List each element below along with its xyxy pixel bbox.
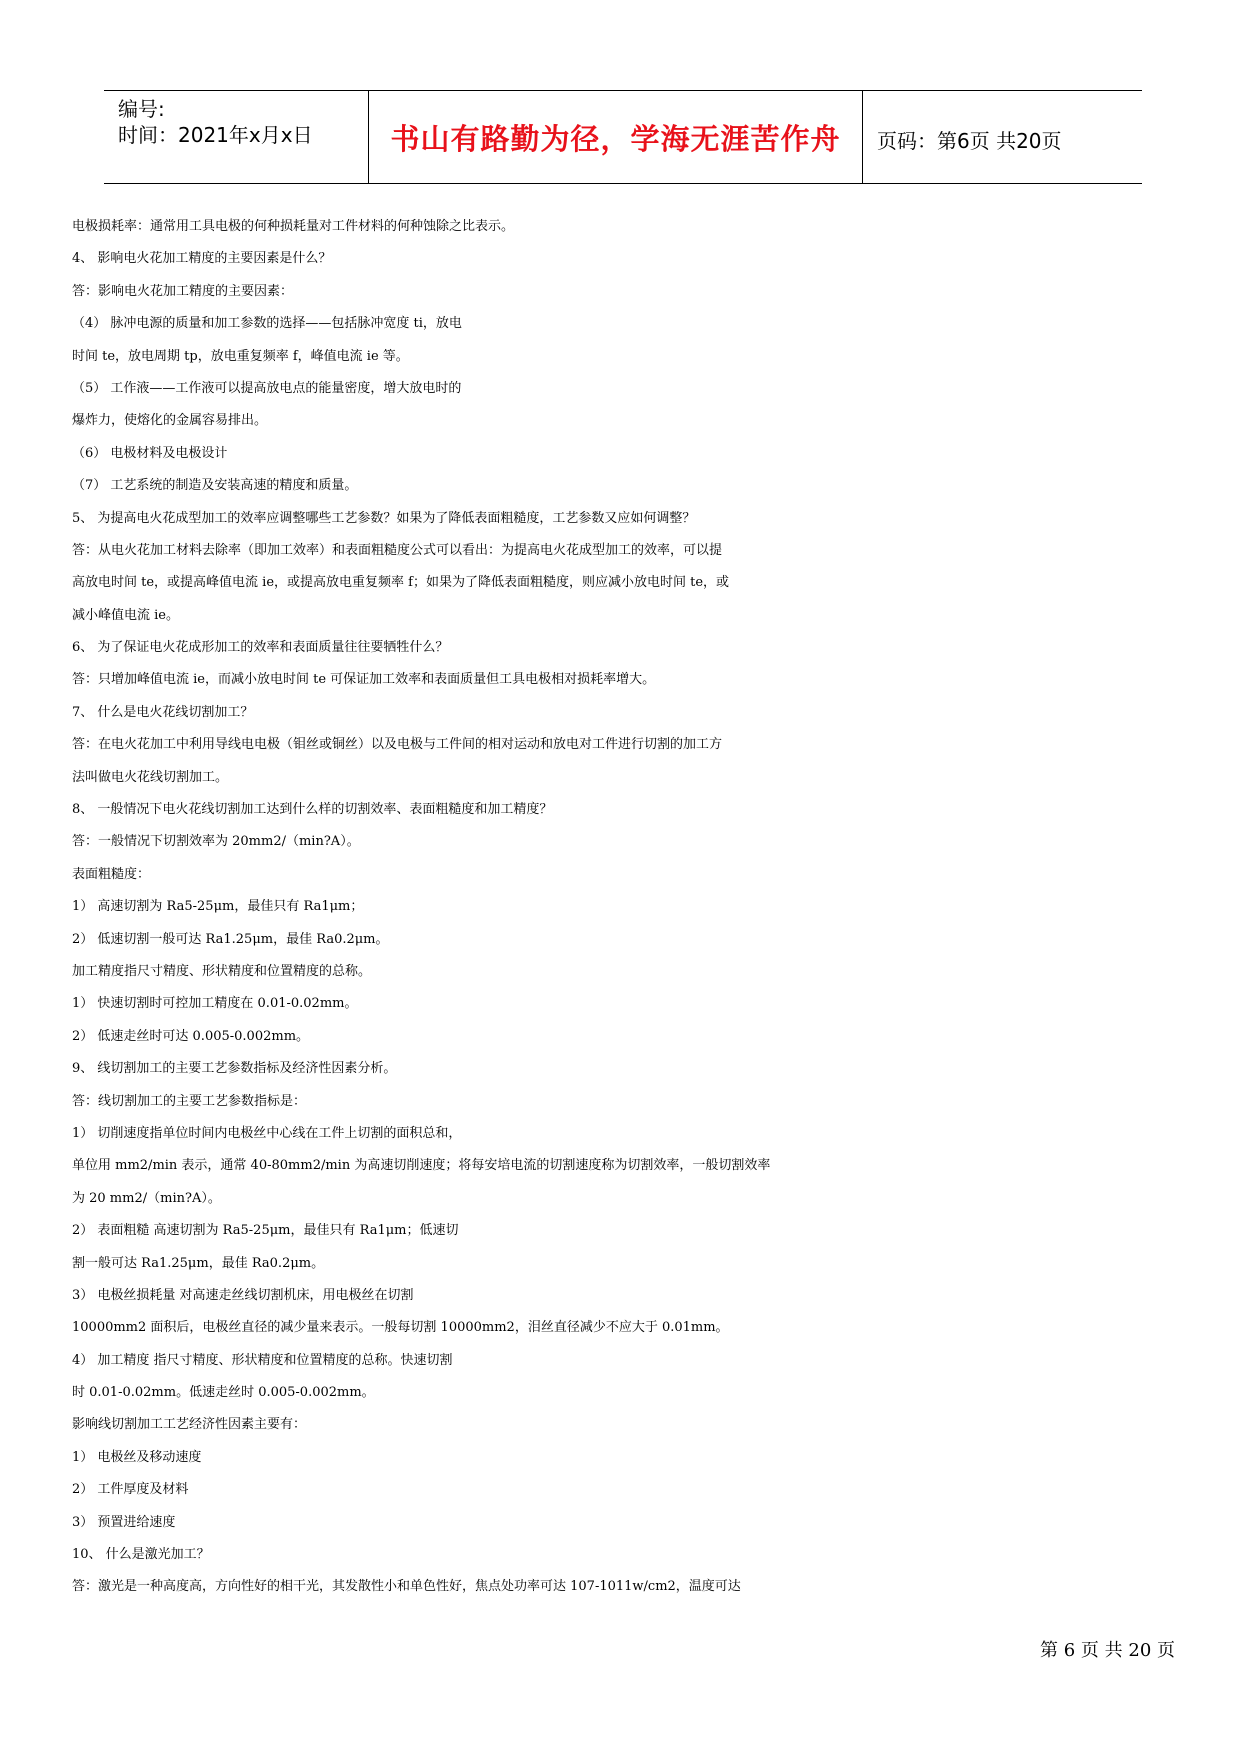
text-line: 答：激光是一种高度高，方向性好的相干光，其发散性小和单色性好，焦点处功率可达 107-1011w/cm2，温度可达 (72, 1579, 741, 1595)
text-line: 8、 一般情况下电火花线切割加工达到什么样的切割效率、表面粗糙度和加工精度？ (72, 802, 553, 818)
text-line: 减小峰值电流 ie。 (72, 607, 179, 623)
text-line: 4、 影响电火花加工精度的主要因素是什么？ (72, 251, 332, 267)
text-line: 单位用 mm2/min 表示，通常 40-80mm2/min 为高速切削速度；将每安培电流的切割速度称为切割效率，一般切割效率 (72, 1158, 771, 1174)
text-line: 1） 快速切割时可控加工精度在 0.01-0.02mm。 (72, 996, 358, 1012)
text-line: 答：从电火花加工材料去除率（即加工效率）和表面粗糙度公式可以看出：为提高电火花成型加工的效率，可以提 (72, 542, 723, 558)
text-line: 1） 高速切割为 Ra5-25μm，最佳只有 Ra1μm； (72, 899, 364, 915)
text-line: 表面粗糙度： (72, 866, 151, 882)
text-line: 为 20 mm2/（min?A）。 (72, 1190, 221, 1206)
text-line: 2） 工件厚度及材料 (72, 1482, 189, 1498)
text-line: 6、 为了保证电火花成形加工的效率和表面质量往往要牺牲什么？ (72, 640, 449, 656)
header-right-cell (863, 91, 1142, 183)
header-left-cell (104, 91, 369, 183)
text-line: 10、 什么是激光加工？ (72, 1547, 210, 1563)
text-line: 7、 什么是电火花线切割加工？ (72, 704, 254, 720)
text-line: 答：一般情况下切割效率为 20mm2/（min?A）。 (72, 834, 360, 850)
text-line: 9、 线切割加工的主要工艺参数指标及经济性因素分析。 (72, 1061, 397, 1077)
text-line: 爆炸力，使熔化的金属容易排出。 (72, 413, 268, 429)
text-line: 加工精度指尺寸精度、形状精度和位置精度的总称。 (72, 963, 372, 979)
header-middle-cell (369, 91, 863, 183)
text-line: 影响线切割加工工艺经济性因素主要有： (72, 1417, 307, 1433)
text-line: （7） 工艺系统的制造及安装高速的精度和质量。 (72, 478, 358, 494)
text-line: 法叫做电火花线切割加工。 (72, 769, 229, 785)
text-line: 时 0.01-0.02mm。低速走丝时 0.005-0.002mm。 (72, 1385, 375, 1401)
text-line: （5） 工作液——工作液可以提高放电点的能量密度，增大放电时的 (72, 380, 462, 396)
text-line: 答：线切割加工的主要工艺参数指标是： (72, 1093, 307, 1109)
text-line: （6） 电极材料及电极设计 (72, 445, 228, 461)
text-line: 2） 低速切割一般可达 Ra1.25μm，最佳 Ra0.2μm。 (72, 931, 389, 947)
text-line: 10000mm2 面积后，电极丝直径的减少量来表示。一般每切割 10000mm2，泪丝直径减少不应大于 0.01mm。 (72, 1320, 729, 1336)
page-header (104, 90, 1142, 184)
header-motto: 书山有路勤为径，学海无涯苦作舟 (390, 122, 841, 156)
text-line: 高放电时间 te，或提高峰值电流 ie，或提高放电重复频率 f；如果为了降低表面粗糙度，则应减小放电时间 te，或 (72, 575, 730, 591)
text-line: 答：影响电火花加工精度的主要因素： (72, 283, 294, 299)
text-line: （4） 脉冲电源的质量和加工参数的选择——包括脉冲宽度 ti，放电 (72, 316, 462, 332)
text-line: 2） 表面粗糙 高速切割为 Ra5-25μm，最佳只有 Ra1μm；低速切 (72, 1223, 459, 1239)
text-line: 答：只增加峰值电流 ie，而减小放电时间 te 可保证加工效率和表面质量但工具电极相对损耗率增大。 (72, 672, 656, 688)
text-line: 3） 电极丝损耗量 对高速走丝线切割机床，用电极丝在切割 (72, 1287, 414, 1303)
page-footer: 第 6 页 共 20 页 (1040, 1640, 1175, 1661)
document-body (72, 211, 1182, 1604)
text-line: 割一般可达 Ra1.25μm，最佳 Ra0.2μm。 (72, 1255, 325, 1271)
text-line: 电极损耗率：通常用工具电极的何种损耗量对工件材料的何种蚀除之比表示。 (72, 219, 515, 234)
text-line: 1） 电极丝及移动速度 (72, 1449, 202, 1465)
document-time-label: 时间：2021年x月x日 (118, 123, 313, 147)
header-page-code: 页码：第6页 共20页 (877, 129, 1062, 153)
text-line: 时间 te，放电周期 tp，放电重复频率 f，峰值电流 ie 等。 (72, 348, 409, 364)
text-line: 2） 低速走丝时可达 0.005-0.002mm。 (72, 1028, 310, 1044)
text-line: 1） 切削速度指单位时间内电极丝中心线在工件上切割的面积总和， (72, 1125, 462, 1141)
text-line: 4） 加工精度 指尺寸精度、形状精度和位置精度的总称。快速切割 (72, 1352, 453, 1368)
text-line: 答：在电火花加工中利用导线电电极（钼丝或铜丝）以及电极与工件间的相对运动和放电对工件进行切割的加工方 (72, 737, 723, 753)
text-line: 5、 为提高电火花成型加工的效率应调整哪些工艺参数？如果为了降低表面粗糙度，工艺参数又应如何调整？ (72, 510, 696, 526)
text-line: 3） 预置进给速度 (72, 1514, 176, 1530)
document-number-label: 编号: (118, 97, 165, 121)
